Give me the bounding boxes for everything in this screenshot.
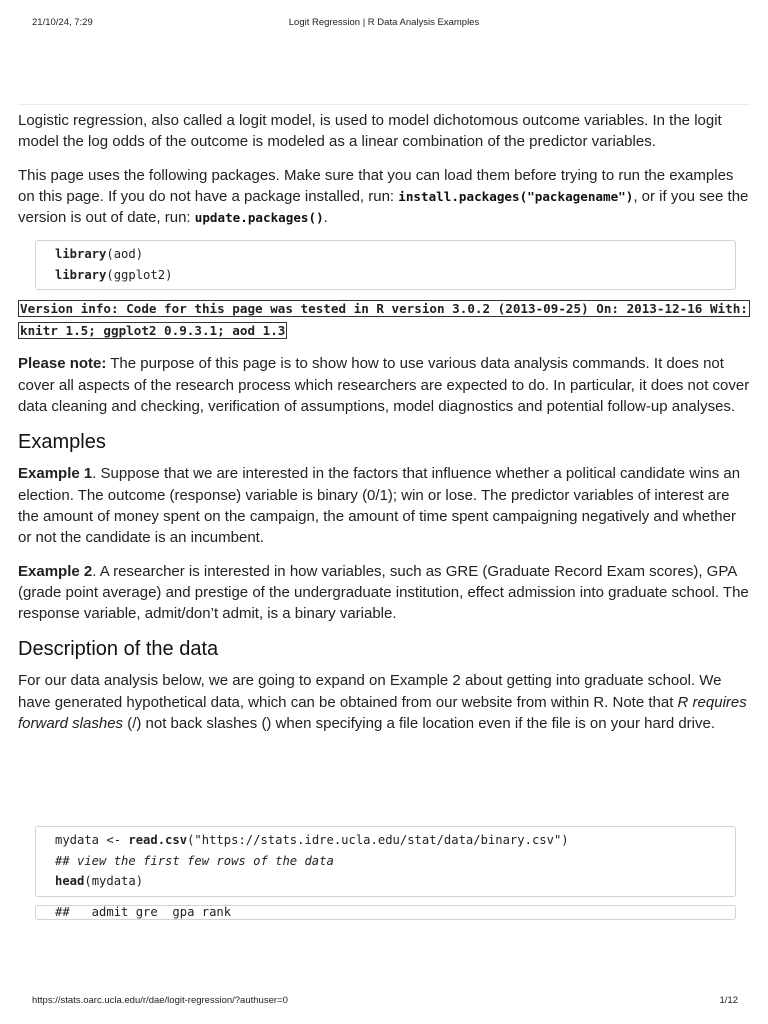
version-info [18, 298, 753, 341]
example-1-text: . Suppose that we are interested in the factors that influence whether a political candidate wins an election. The outcome (response) variable is binary (0/1); win or lose. The predictor variables of interest are the amount of money spent on the campaign, the amount of time spent campaigning negatively and whether or not the candidate is an incumbent. [18, 465, 741, 547]
example-2-text: . A researcher is interested in how variables, such as GRE (Graduate Record Exam scores), GPA (grade point average) and prestige of the undergraduate institution, effect admission into graduate school. The response variable, admit/don’t admit, is a binary variable. [18, 562, 749, 623]
print-datetime: 21/10/24, 7:29 [32, 17, 93, 28]
code-comment: ## view the first few rows of the data [55, 853, 334, 868]
version-info-text: Version info: Code for this page was tested in R version 3.0.2 (2013-09-25) On: 2013-12-16 With: knitr 1.5; ggplot2 0.9.3.1; aod 1.3 [20, 301, 748, 338]
code-function: library [55, 247, 107, 262]
packages-text-3: . [323, 209, 328, 227]
packages-text-1: This page uses the following packages. Make sure that you can load them before trying to run the examples on this page. If you do not have a package installed, run: [18, 166, 734, 205]
library-code-block [35, 240, 736, 290]
output-line: ## admit gre gpa rank [55, 904, 232, 919]
description-emphasis: R requires forward slashes [18, 693, 747, 733]
read-data-code-block [35, 826, 736, 897]
note-label: Please note: [18, 355, 107, 373]
output-code-block [35, 905, 736, 920]
code-function: head [55, 874, 85, 889]
print-header [0, 17, 768, 31]
example-2-paragraph [18, 561, 753, 625]
print-url: https://stats.oarc.ucla.edu/r/dae/logit-regression/?authuser=0 [32, 995, 288, 1006]
example-1-label: Example 1 [18, 465, 93, 483]
example-2-label: Example 2 [18, 562, 93, 580]
packages-text-2: , or if you see the version is out of date, run: [18, 187, 749, 227]
code-argument: (ggplot2) [106, 267, 173, 282]
article-content [18, 110, 753, 928]
code-argument: (mydata) [84, 874, 144, 889]
packages-paragraph [18, 165, 753, 229]
description-text-2: (/) not back slashes () when specifying a file location even if the file is on your hard drive. [123, 715, 716, 733]
description-heading: Description of the data [18, 638, 219, 661]
description-text-1: For our data analysis below, we are going to expand on Example 2 about getting into graduate school. We have generated hypothetical data, which can be obtained from our website from within R. Note that [18, 672, 722, 711]
install-packages-code: install.packages("packagename") [398, 188, 634, 204]
print-page-title: Logit Regression | R Data Analysis Examples [288, 17, 480, 28]
code-argument: ("https://stats.idre.ucla.edu/stat/data/binary.csv") [187, 833, 569, 848]
blank-space [18, 746, 753, 822]
description-paragraph [18, 670, 753, 734]
top-divider [18, 104, 750, 105]
examples-heading: Examples [18, 431, 106, 454]
note-paragraph [18, 353, 753, 417]
code-prefix: mydata <- [55, 833, 129, 848]
example-1-paragraph [18, 463, 753, 548]
note-text: The purpose of this page is to show how to use various data analysis commands. It does not cover all aspects of the research process which researchers are expected to do. In particular, it does not cover data cleaning and checking, verification of assumptions, model diagnostics and potential follow-up analyses. [18, 355, 750, 416]
code-function: library [55, 267, 107, 282]
code-function: read.csv [128, 833, 188, 848]
print-footer [0, 995, 768, 1009]
code-argument: (aod) [106, 247, 144, 262]
update-packages-code: update.packages() [194, 210, 324, 226]
intro-paragraph: Logistic regression, also called a logit model, is used to model dichotomous outcome variables. In the logit model the log odds of the outcome is modeled as a linear combination of the predictor variables. [18, 112, 722, 151]
print-page-number: 1/12 [719, 995, 738, 1006]
